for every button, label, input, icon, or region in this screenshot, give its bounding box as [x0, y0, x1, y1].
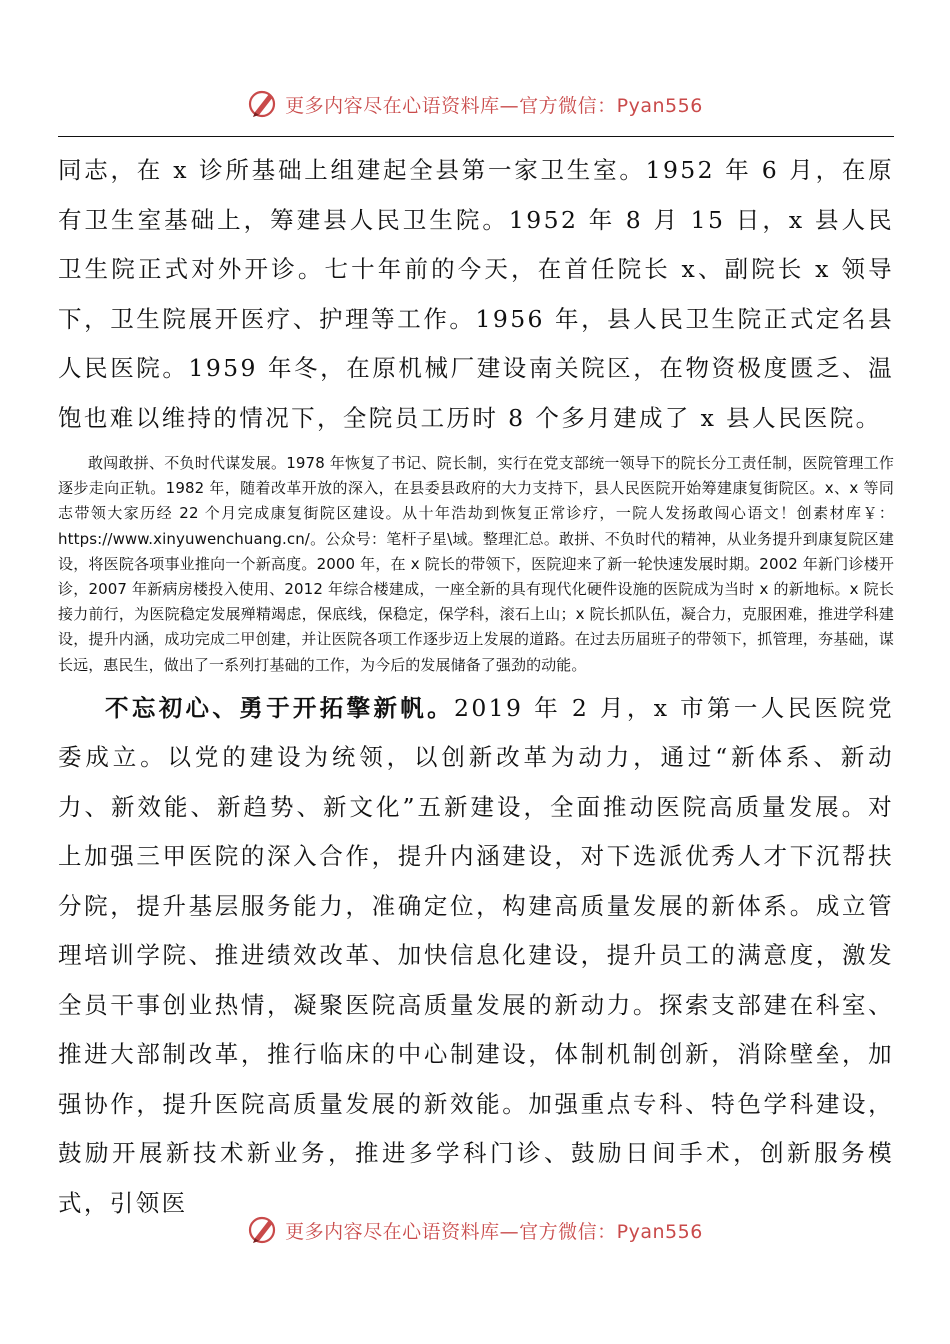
- header-divider: [58, 136, 894, 137]
- footer-watermark-text: 更多内容尽在心语资料库—官方微信：Pyan556: [285, 1220, 703, 1243]
- pen-logo-icon: [247, 88, 279, 120]
- paragraph-development: 敢闯敢拼、不负时代谋发展。1978 年恢复了书记、院长制，实行在党支部统一领导下的院长分工责任制，医院管理工作逐步走向正轨。1982 年，随着改革开放的深入，在县委县政府的大力支持下，县人民医院开始筹建康复街院区。x、x 等同志带领大家历经 22 个月完成康复街院区建设。从十年浩劫到恢复正常诊疗，一院人发扬敢闯心语文！创素材库￥：https://www.xinyuwenchuang.cn/。公众号：笔杆子星\域。整理汇总。敢拼、不负时代的精神，从业务提升到康复院区建设，将医院各项事业推向一个新高度。2000 年，在 x 院长的带领下，医院迎来了新一轮快速发展时期。2002 年新门诊楼开诊，2007 年新病房楼投入使用、2012 年综合楼建成，一座全新的具有现代化硬件设施的医院成为当时 x 的新地标。x 院长接力前行，为医院稳定发展殚精竭虑，保底线，保稳定，保学科，滚石上山；x 院长抓队伍，凝合力，克服困难，推进学科建设，提升内涵，成功完成二甲创建，并让医院各项工作逐步迈上发展的道路。在过去历届班子的带领下，抓管理，夯基础，谋长远，惠民生，做出了一系列打基础的工作，为今后的发展储备了强劲的动能。: [58, 454, 894, 674]
- paragraph-history: 同志，在 x 诊所基础上组建起全县第一家卫生室。1952 年 6 月，在原有卫生室基础上，筹建县人民卫生院。1952 年 8 月 15 日，x 县人民卫生院正式对外开诊。七十年前的今天，在首任院长 x、副院长 x 领导下，卫生院展开医疗、护理等工作。1956 年，县人民卫生院正式定名县人民医院。1959 年冬，在原机械厂建设南关院区，在物资极度匮乏、温饱也难以维持的情况下，全院员工历时 8 个多月建成了 x 县人民医院。: [58, 156, 894, 432]
- pen-logo-icon: [247, 1214, 279, 1246]
- footer-watermark: [0, 1210, 950, 1250]
- paragraph-lead-heading: 不忘初心、勇于开拓擎新帆。: [105, 693, 454, 722]
- paragraph-new-sail-text: 2019 年 2 月，x 市第一人民医院党委成立。以党的建设为统领，以创新改革为动力，通过“新体系、新动力、新效能、新趋势、新文化”五新建设，全面推动医院高质量发展。对上加强三甲医院的深入合作，提升内涵建设，对下选派优秀人才下沉帮扶分院，提升基层服务能力，准确定位，构建高质量发展的新体系。成立管理培训学院、推进绩效改革、加快信息化建设，提升员工的满意度，激发全员干事创业热情，凝聚医院高质量发展的新动力。探索支部建在科室、推进大部制改革，推行临床的中心制建设，体制机制创新，消除壁垒，加强协作，提升医院高质量发展的新效能。加强重点专科、特色学科建设，鼓励开展新技术新业务，推进多学科门诊、鼓励日间手术，创新服务模式，引领医: [58, 693, 894, 1217]
- header-watermark: [0, 84, 950, 124]
- document-body: [58, 146, 894, 1228]
- paragraph-new-sail: [58, 684, 894, 1229]
- header-watermark-text: 更多内容尽在心语资料库—官方微信：Pyan556: [285, 94, 703, 117]
